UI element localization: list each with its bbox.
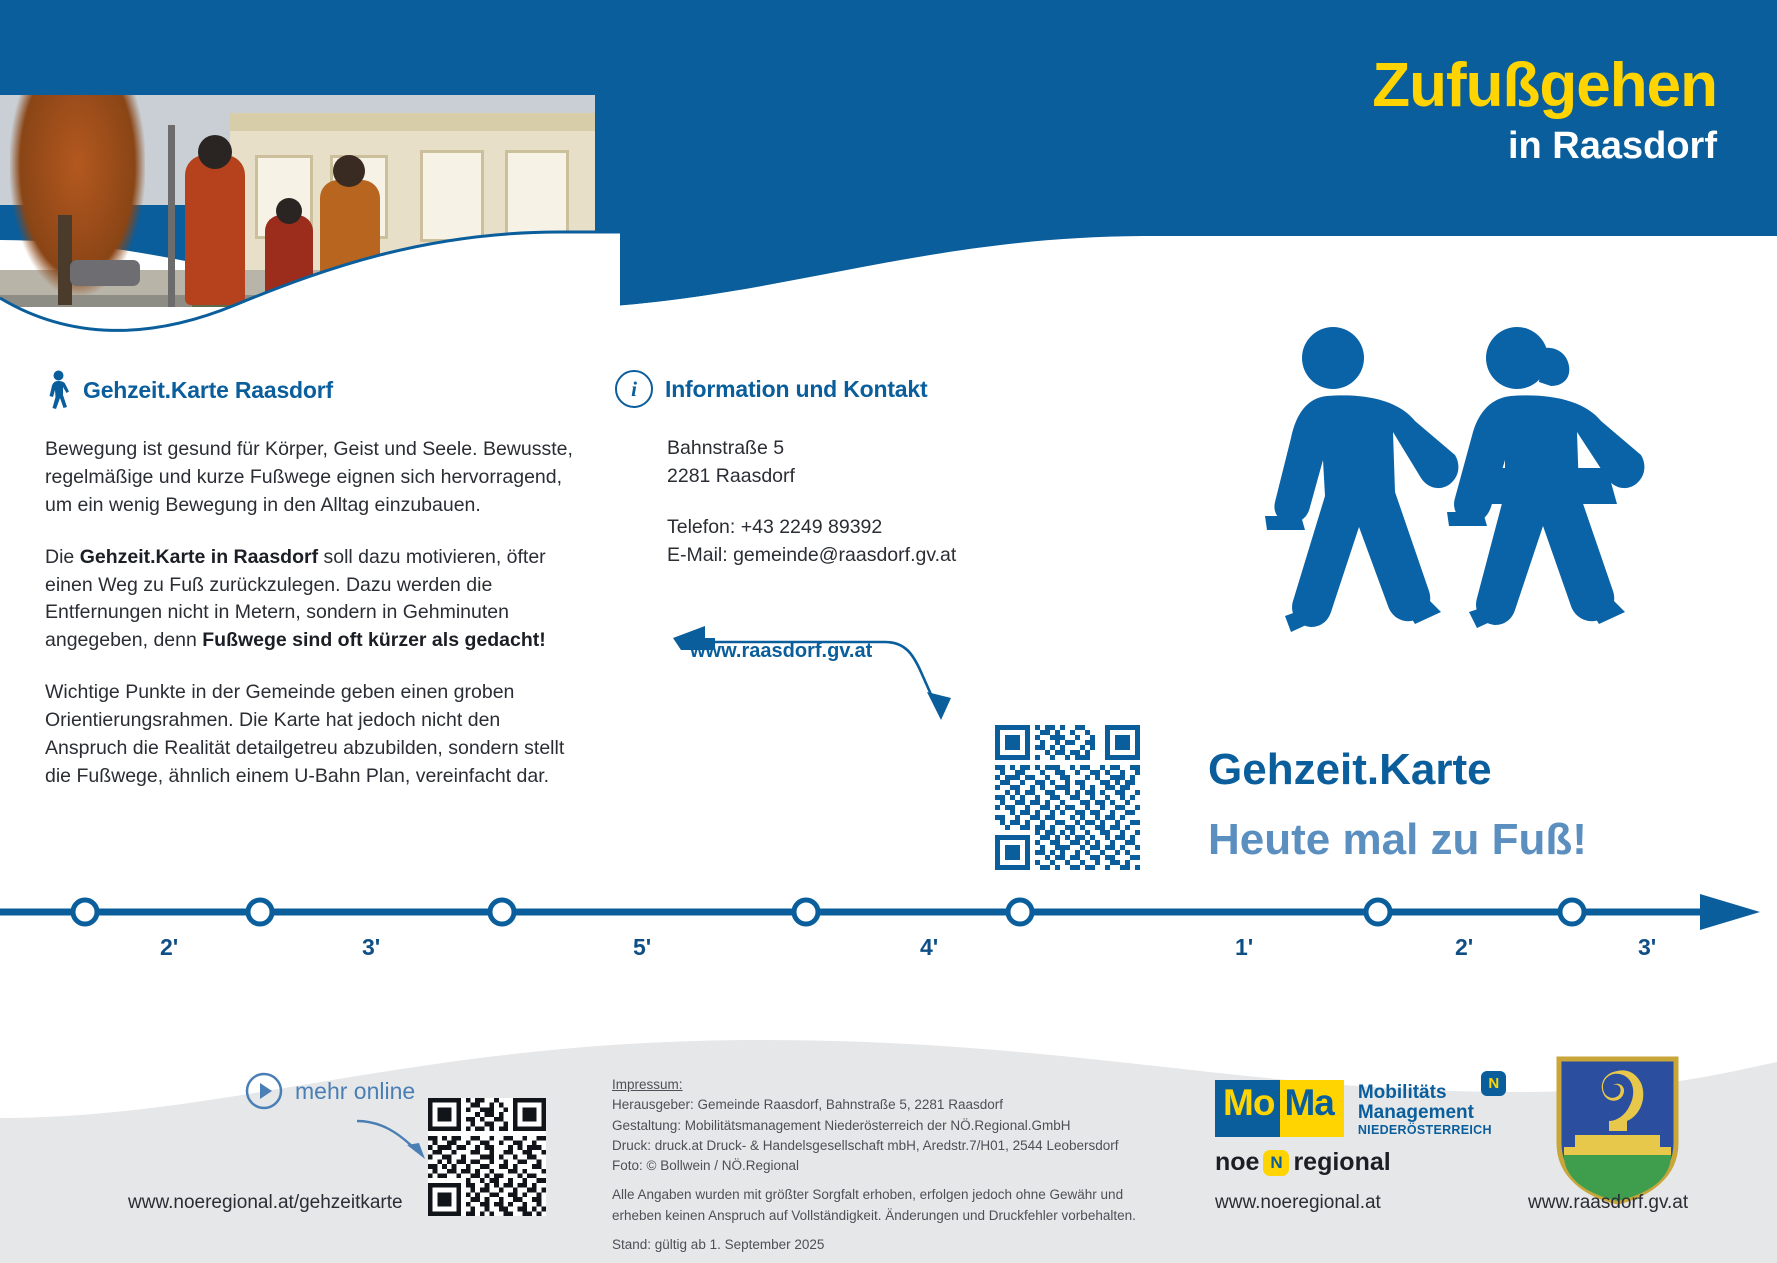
left-paragraph-2: [45, 544, 585, 656]
moma-logo: [1215, 1075, 1499, 1137]
left-text-column: [45, 370, 585, 815]
address-line-1: Bahnstraße 5: [667, 437, 785, 459]
impressum-line-6: erheben keinen Anspruch auf Vollständigkeit. Änderungen und Druckfehler vorbehalten.: [612, 1207, 1136, 1223]
contact-email[interactable]: E-Mail: gemeinde@raasdorf.gv.at: [667, 543, 957, 566]
left-paragraph-1: Bewegung ist gesund für Körper, Geist und Seele. Bewusste, regelmäßige und kurze Fußwege eignen sich hervorragend, um ein wenig Bewegung in den Alltag einzubauen.: [45, 438, 573, 516]
moma-n-badge: N: [1481, 1071, 1506, 1096]
impressum-block: [612, 1075, 1172, 1255]
contact-section-header: [615, 370, 1135, 408]
left-heading: Gehzeit.Karte Raasdorf: [83, 376, 333, 403]
p2-part-d: Fußwege sind oft kürzer als gedacht!: [202, 629, 546, 652]
footer-arrow: [355, 1115, 435, 1165]
moma-ma-text: Ma: [1284, 1082, 1334, 1123]
impressum-title: Impressum:: [612, 1077, 683, 1092]
left-paragraph-3: Wichtige Punkte in der Gemeinde geben einen groben Orientierungsrahmen. Die Karte hat jedoch nicht den Anspruch die Realität detailgetreu abzubilden, sondern stellt die Fußwege, ähnlich einem U-Bahn Plan, vereinfacht dar.: [45, 681, 565, 787]
walking-person-icon: [45, 370, 71, 410]
impressum-line-7: Stand: gültig ab 1. September 2025: [612, 1236, 825, 1252]
page-subtitle: in Raasdorf: [1507, 125, 1717, 167]
raasdorf-website-link[interactable]: www.raasdorf.gv.at: [690, 640, 873, 662]
p2-part-b: Gehzeit.Karte in Raasdorf: [79, 545, 319, 568]
mehr-online-label: mehr online: [295, 1077, 416, 1104]
p2-part-c: soll dazu motivieren, öfter einen Weg zu Fuß zurückzulegen. Dazu werden die Entfernungen nicht in Metern, sondern in Gehminuten angegeben, denn: [45, 545, 546, 652]
gehzeit-section-header: [45, 370, 585, 410]
timeline-label-6: 2': [1455, 934, 1474, 960]
impressum-line-2: Gestaltung: Mobilitätsmanagement Niederösterreich der NÖ.Regional.GmbH: [612, 1117, 1071, 1133]
noe-n-badge: N: [1263, 1150, 1289, 1176]
contact-heading: Information und Kontakt: [665, 375, 928, 402]
impressum-line-4: Foto: © Bollwein / NÖ.Regional: [612, 1158, 800, 1173]
two-walking-pedestrians-icon: [1255, 320, 1675, 690]
gehzeit-slogan: Heute mal zu Fuß!: [1208, 815, 1587, 864]
moma-mo: [1215, 1080, 1280, 1137]
moma-line-1: Mobilitäts: [1357, 1082, 1447, 1103]
noe-suffix: regional: [1293, 1148, 1391, 1176]
timeline-label-5: 1': [1235, 934, 1254, 960]
mehr-online-block[interactable]: [245, 1072, 415, 1110]
raasdorf-url[interactable]: www.raasdorf.gv.at: [1528, 1192, 1689, 1213]
gehzeit-title: Gehzeit.Karte: [1208, 745, 1492, 794]
noeregional-gehzeitkarte-url[interactable]: www.noeregional.at/gehzeitkarte: [128, 1192, 403, 1213]
timeline-label-1: 2': [160, 934, 179, 960]
info-icon: i: [615, 370, 653, 408]
noe-prefix: noe: [1215, 1148, 1260, 1176]
timeline-label-7: 3': [1638, 934, 1657, 960]
gehzeit-timeline: [0, 890, 1777, 980]
photo-wave-mask: [0, 180, 620, 340]
address-line-2: 2281 Raasdorf: [667, 465, 795, 488]
page-title: Zufußgehen: [1372, 51, 1717, 120]
contact-phone: Telefon: +43 2249 89392: [667, 515, 883, 538]
raasdorf-coat-of-arms: [1555, 1055, 1680, 1205]
play-circle-icon: [245, 1072, 283, 1110]
noeregional-url[interactable]: www.noeregional.at: [1215, 1192, 1381, 1213]
noeregional-logo: [1215, 1148, 1391, 1177]
timeline-label-2: 3': [362, 934, 381, 960]
p2-part-a: Die: [45, 545, 80, 568]
timeline-label-3: 5': [633, 934, 652, 960]
impressum-line-1: Herausgeber: Gemeinde Raasdorf, Bahnstraße 5, 2281 Raasdorf: [612, 1097, 1003, 1113]
moma-mo-text: Mo: [1223, 1082, 1275, 1123]
qr-code-noeregional[interactable]: [428, 1098, 546, 1216]
header-title-block: [1372, 51, 1717, 169]
impressum-line-5: Alle Angaben wurden mit größter Sorgfalt erhoben, erfolgen jedoch ohne Gewähr und: [612, 1187, 1124, 1203]
timeline-label-4: 4': [920, 934, 939, 960]
moma-line-2: Management: [1357, 1102, 1474, 1124]
contact-details: [667, 434, 1135, 569]
qr-code-raasdorf[interactable]: [995, 725, 1140, 870]
contact-column: [615, 370, 1135, 569]
moma-line-3: NIEDERÖSTERREICH: [1357, 1122, 1492, 1137]
impressum-line-3: Druck: druck.at Druck- & Handelsgesellschaft mbH, Aredstr.7/H01, 2544 Leobersdorf: [612, 1137, 1119, 1153]
